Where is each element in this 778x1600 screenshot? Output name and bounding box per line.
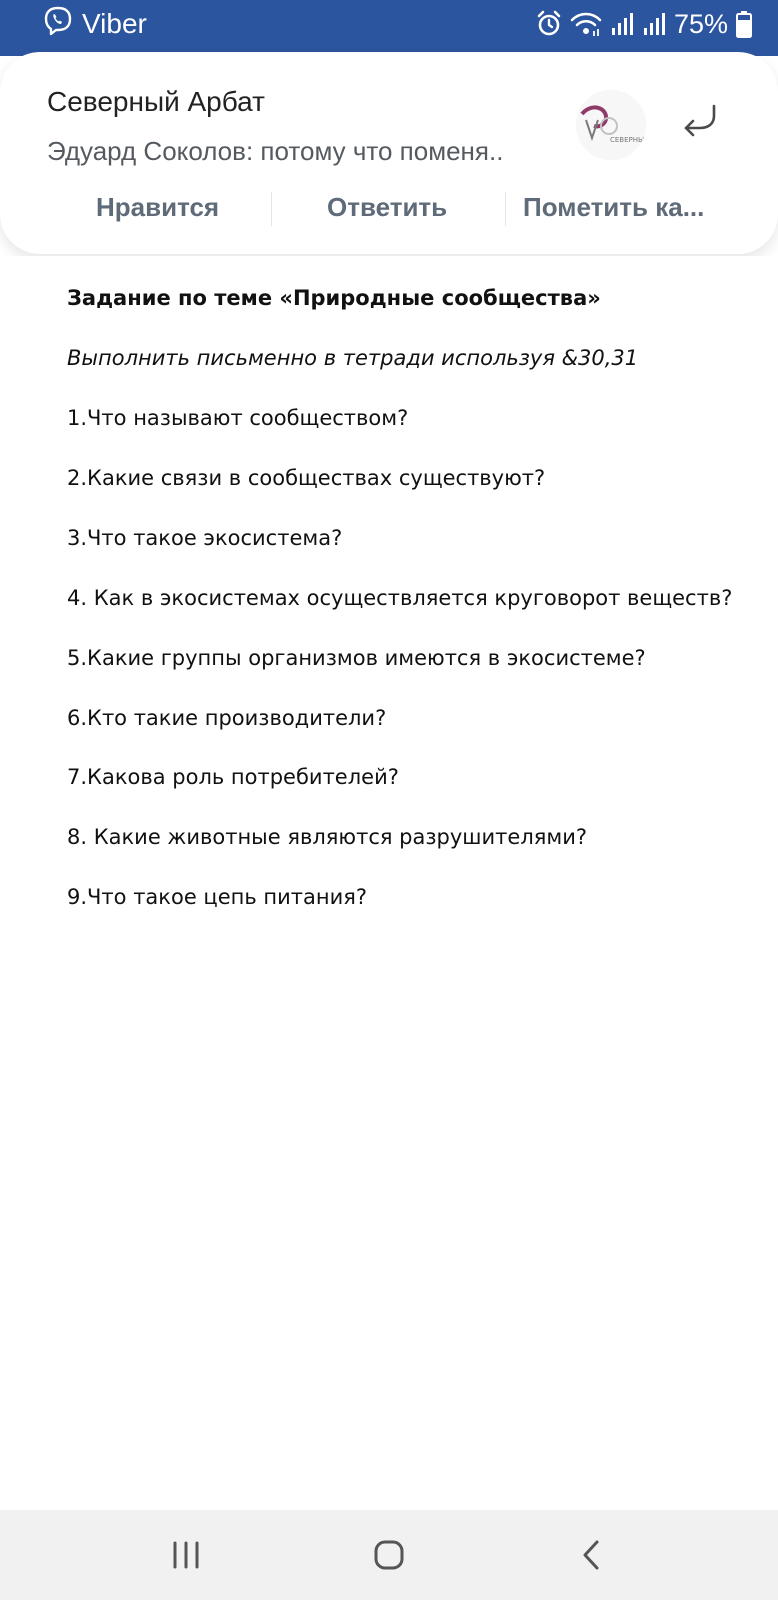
status-bar bbox=[0, 0, 778, 56]
navigation-bar bbox=[0, 1510, 778, 1600]
home-icon bbox=[373, 1539, 405, 1571]
avatar bbox=[576, 90, 646, 160]
document-title: Задание по теме «Природные сообщества» bbox=[67, 286, 601, 310]
status-indicators bbox=[536, 6, 752, 42]
question-item: 7.Какова роль потребителей? bbox=[67, 765, 399, 789]
reply-icon[interactable] bbox=[680, 102, 720, 142]
notification-title: Северный Арбат bbox=[47, 86, 265, 117]
reply-button[interactable]: Ответить bbox=[327, 192, 448, 222]
status-app-name: Viber bbox=[82, 8, 147, 39]
action-divider bbox=[505, 192, 506, 226]
signal-icon bbox=[610, 11, 634, 37]
notification-message: Эдуард Соколов: потому что поменя.. bbox=[47, 136, 504, 166]
back-icon bbox=[580, 1539, 602, 1571]
action-divider bbox=[271, 192, 272, 226]
recent-apps-button[interactable] bbox=[161, 1532, 211, 1578]
home-button[interactable] bbox=[364, 1532, 414, 1578]
battery-icon bbox=[736, 10, 752, 38]
notification-card[interactable] bbox=[0, 52, 778, 254]
signal-icon bbox=[642, 11, 666, 37]
alarm-icon bbox=[536, 10, 562, 38]
back-button[interactable] bbox=[566, 1532, 616, 1578]
question-item: 1.Что называют сообществом? bbox=[67, 406, 409, 430]
question-item: 2.Какие связи в сообществах существуют? bbox=[67, 466, 546, 490]
question-item: 6.Кто такие производители? bbox=[67, 706, 387, 730]
question-item: 8. Какие животные являются разрушителями? bbox=[67, 825, 588, 849]
viber-icon bbox=[44, 6, 72, 43]
question-item: 9.Что такое цепь питания? bbox=[67, 885, 368, 909]
battery-percent: 75% bbox=[673, 8, 728, 39]
document-subtitle: Выполнить письменно в тетради используя &30,31 bbox=[67, 346, 639, 370]
avatar-label: СЕВЕРНЫ bbox=[610, 136, 645, 144]
question-item: 5.Какие группы организмов имеются в экосистеме? bbox=[67, 646, 646, 670]
notification-actions bbox=[0, 178, 778, 238]
recent-apps-icon bbox=[171, 1541, 201, 1569]
like-button[interactable]: Нравится bbox=[96, 192, 220, 222]
mark-as-read-button[interactable]: Пометить ка... bbox=[523, 192, 705, 222]
question-item: 4. Как в экосистемах осуществляется круговорот веществ? bbox=[67, 586, 733, 610]
status-app bbox=[44, 6, 147, 42]
question-item: 3.Что такое экосистема? bbox=[67, 526, 343, 550]
wifi-icon bbox=[570, 11, 602, 37]
document-view bbox=[0, 256, 778, 1510]
